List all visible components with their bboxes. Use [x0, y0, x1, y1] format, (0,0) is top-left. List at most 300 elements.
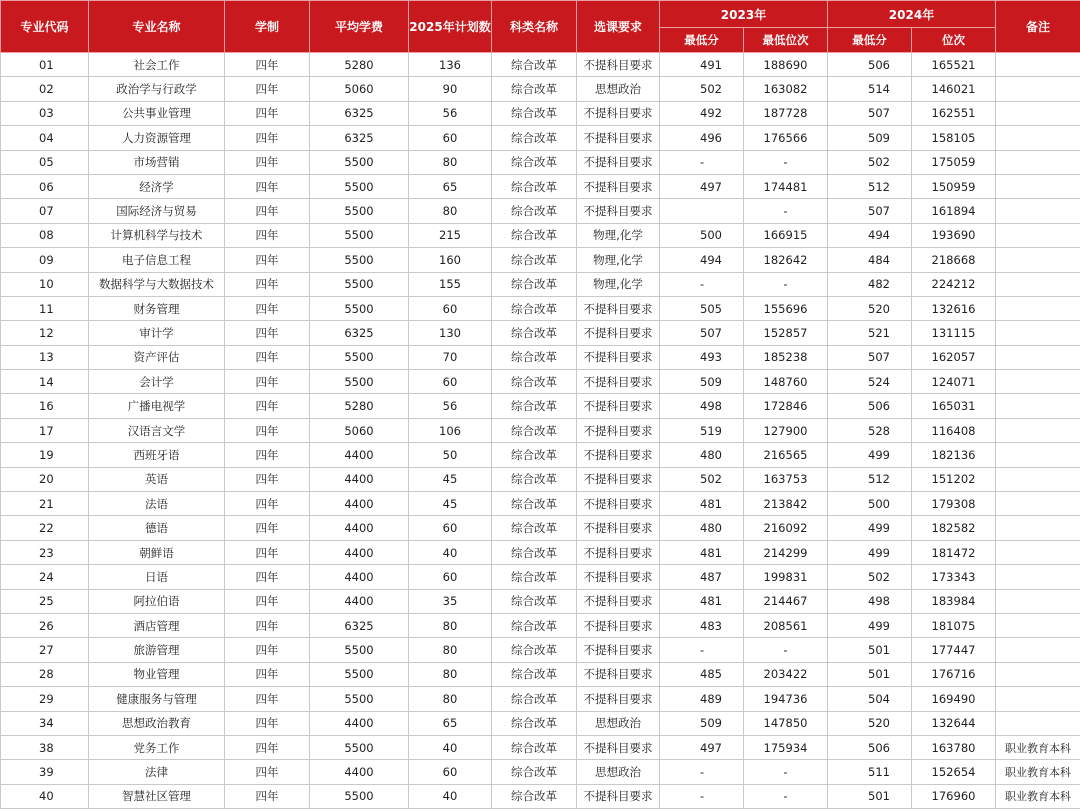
cell-years: 四年 — [225, 638, 310, 662]
cell-2023-min-score: 481 — [660, 492, 744, 516]
cell-2023-min-score: 507 — [660, 321, 744, 345]
cell-2024-min-score: 502 — [828, 565, 912, 589]
cell-category: 综合改革 — [492, 687, 577, 711]
cell-2024-rank: 161894 — [912, 199, 996, 223]
cell-2024-min-score: 501 — [828, 662, 912, 686]
cell-req: 不提科目要求 — [577, 321, 660, 345]
cell-name: 法语 — [89, 492, 225, 516]
cell-plan: 155 — [409, 272, 492, 296]
cell-2023-min-rank: 194736 — [744, 687, 828, 711]
cell-2023-min-score: - — [660, 638, 744, 662]
cell-years: 四年 — [225, 223, 310, 247]
cell-plan: 45 — [409, 492, 492, 516]
cell-category: 综合改革 — [492, 345, 577, 369]
cell-code: 26 — [1, 613, 89, 637]
cell-code: 19 — [1, 443, 89, 467]
cell-plan: 80 — [409, 662, 492, 686]
cell-category: 综合改革 — [492, 248, 577, 272]
cell-2024-min-score: 509 — [828, 126, 912, 150]
cell-category: 综合改革 — [492, 662, 577, 686]
cell-2024-min-score: 512 — [828, 174, 912, 198]
cell-code: 02 — [1, 77, 89, 101]
cell-2024-rank: 150959 — [912, 174, 996, 198]
table-row — [1, 370, 1080, 394]
cell-years: 四年 — [225, 150, 310, 174]
cell-2024-min-score: 511 — [828, 760, 912, 784]
table-row — [1, 467, 1080, 491]
cell-note — [996, 199, 1080, 223]
cell-2024-rank: 177447 — [912, 638, 996, 662]
cell-category: 综合改革 — [492, 418, 577, 442]
cell-fee: 4400 — [310, 467, 409, 491]
cell-code: 10 — [1, 272, 89, 296]
cell-name: 物业管理 — [89, 662, 225, 686]
cell-category: 综合改革 — [492, 77, 577, 101]
cell-category: 综合改革 — [492, 467, 577, 491]
cell-fee: 5500 — [310, 687, 409, 711]
cell-category: 综合改革 — [492, 516, 577, 540]
cell-code: 23 — [1, 540, 89, 564]
cell-code: 27 — [1, 638, 89, 662]
cell-years: 四年 — [225, 467, 310, 491]
cell-fee: 6325 — [310, 101, 409, 125]
cell-2024-min-score: 520 — [828, 711, 912, 735]
cell-fee: 4400 — [310, 760, 409, 784]
cell-req: 不提科目要求 — [577, 492, 660, 516]
cell-note — [996, 565, 1080, 589]
cell-2024-min-score: 507 — [828, 199, 912, 223]
cell-fee: 6325 — [310, 613, 409, 637]
cell-2023-min-rank: 187728 — [744, 101, 828, 125]
cell-years: 四年 — [225, 735, 310, 759]
cell-years: 四年 — [225, 321, 310, 345]
cell-name: 广播电视学 — [89, 394, 225, 418]
cell-2024-rank: 165031 — [912, 394, 996, 418]
cell-plan: 136 — [409, 53, 492, 77]
cell-2024-rank: 182582 — [912, 516, 996, 540]
cell-2023-min-rank: 214299 — [744, 540, 828, 564]
cell-2024-rank: 176960 — [912, 784, 996, 808]
cell-category: 综合改革 — [492, 638, 577, 662]
cell-2024-min-score: 482 — [828, 272, 912, 296]
cell-req: 不提科目要求 — [577, 516, 660, 540]
cell-fee: 5500 — [310, 272, 409, 296]
cell-note — [996, 418, 1080, 442]
cell-req: 不提科目要求 — [577, 126, 660, 150]
cell-name: 会计学 — [89, 370, 225, 394]
header-2023: 2023年 — [660, 1, 828, 28]
cell-fee: 4400 — [310, 516, 409, 540]
cell-2024-rank: 181472 — [912, 540, 996, 564]
cell-plan: 40 — [409, 540, 492, 564]
cell-2023-min-score: 483 — [660, 613, 744, 637]
cell-2023-min-rank: 203422 — [744, 662, 828, 686]
cell-req: 不提科目要求 — [577, 784, 660, 808]
cell-category: 综合改革 — [492, 443, 577, 467]
cell-2023-min-rank: - — [744, 638, 828, 662]
cell-category: 综合改革 — [492, 760, 577, 784]
cell-name: 日语 — [89, 565, 225, 589]
cell-fee: 5500 — [310, 662, 409, 686]
cell-fee: 5500 — [310, 345, 409, 369]
cell-fee: 5500 — [310, 296, 409, 320]
cell-fee: 5500 — [310, 784, 409, 808]
cell-code: 13 — [1, 345, 89, 369]
cell-2023-min-score: 487 — [660, 565, 744, 589]
cell-plan: 65 — [409, 711, 492, 735]
cell-code: 17 — [1, 418, 89, 442]
cell-2023-min-score: 505 — [660, 296, 744, 320]
cell-fee: 5500 — [310, 199, 409, 223]
cell-note — [996, 540, 1080, 564]
cell-note: 职业教育本科 — [996, 784, 1080, 808]
cell-name: 资产评估 — [89, 345, 225, 369]
cell-years: 四年 — [225, 540, 310, 564]
header-code: 专业代码 — [1, 1, 89, 53]
cell-2024-rank: 162057 — [912, 345, 996, 369]
table-row — [1, 443, 1080, 467]
cell-fee: 5500 — [310, 370, 409, 394]
cell-years: 四年 — [225, 613, 310, 637]
cell-2023-min-score: 494 — [660, 248, 744, 272]
table-row — [1, 321, 1080, 345]
cell-plan: 60 — [409, 565, 492, 589]
table-body — [1, 53, 1080, 809]
cell-2024-rank: 182136 — [912, 443, 996, 467]
cell-plan: 90 — [409, 77, 492, 101]
table-row — [1, 223, 1080, 247]
cell-2024-rank: 152654 — [912, 760, 996, 784]
cell-2024-rank: 193690 — [912, 223, 996, 247]
cell-req: 不提科目要求 — [577, 662, 660, 686]
cell-2024-rank: 179308 — [912, 492, 996, 516]
cell-req: 不提科目要求 — [577, 638, 660, 662]
cell-name: 计算机科学与技术 — [89, 223, 225, 247]
cell-category: 综合改革 — [492, 150, 577, 174]
cell-note: 职业教育本科 — [996, 760, 1080, 784]
cell-2024-rank: 181075 — [912, 613, 996, 637]
table-row — [1, 613, 1080, 637]
cell-years: 四年 — [225, 443, 310, 467]
cell-name: 人力资源管理 — [89, 126, 225, 150]
cell-years: 四年 — [225, 516, 310, 540]
cell-category: 综合改革 — [492, 540, 577, 564]
cell-category: 综合改革 — [492, 735, 577, 759]
cell-plan: 130 — [409, 321, 492, 345]
cell-note — [996, 321, 1080, 345]
cell-req: 不提科目要求 — [577, 467, 660, 491]
cell-code: 01 — [1, 53, 89, 77]
cell-2023-min-rank: - — [744, 199, 828, 223]
cell-2023-min-score: 480 — [660, 443, 744, 467]
cell-req: 不提科目要求 — [577, 589, 660, 613]
cell-name: 财务管理 — [89, 296, 225, 320]
cell-req: 不提科目要求 — [577, 101, 660, 125]
cell-2023-min-score: 502 — [660, 467, 744, 491]
cell-req: 物理,化学 — [577, 223, 660, 247]
cell-category: 综合改革 — [492, 589, 577, 613]
cell-fee: 4400 — [310, 711, 409, 735]
cell-2023-min-rank: - — [744, 272, 828, 296]
cell-2023-min-score: 481 — [660, 540, 744, 564]
cell-code: 08 — [1, 223, 89, 247]
table-row — [1, 516, 1080, 540]
cell-2023-min-rank: 127900 — [744, 418, 828, 442]
cell-2023-min-score: 509 — [660, 711, 744, 735]
table-row — [1, 53, 1080, 77]
cell-note — [996, 492, 1080, 516]
cell-note — [996, 443, 1080, 467]
cell-years: 四年 — [225, 199, 310, 223]
cell-2024-rank: 158105 — [912, 126, 996, 150]
cell-note — [996, 272, 1080, 296]
cell-name: 国际经济与贸易 — [89, 199, 225, 223]
cell-category: 综合改革 — [492, 394, 577, 418]
cell-req: 思想政治 — [577, 77, 660, 101]
cell-category: 综合改革 — [492, 174, 577, 198]
cell-2024-min-score: 499 — [828, 516, 912, 540]
cell-2024-min-score: 499 — [828, 443, 912, 467]
cell-2024-min-score: 506 — [828, 735, 912, 759]
cell-name: 旅游管理 — [89, 638, 225, 662]
cell-req: 物理,化学 — [577, 272, 660, 296]
cell-2023-min-score: 502 — [660, 77, 744, 101]
cell-2024-min-score: 506 — [828, 394, 912, 418]
cell-name: 阿拉伯语 — [89, 589, 225, 613]
cell-2024-min-score: 502 — [828, 150, 912, 174]
cell-plan: 70 — [409, 345, 492, 369]
cell-plan: 60 — [409, 296, 492, 320]
cell-req: 不提科目要求 — [577, 418, 660, 442]
cell-plan: 80 — [409, 638, 492, 662]
cell-2024-rank: 169490 — [912, 687, 996, 711]
cell-category: 综合改革 — [492, 223, 577, 247]
table-row — [1, 174, 1080, 198]
cell-name: 健康服务与管理 — [89, 687, 225, 711]
table-row — [1, 248, 1080, 272]
cell-years: 四年 — [225, 418, 310, 442]
cell-category: 综合改革 — [492, 784, 577, 808]
header-2024: 2024年 — [828, 1, 996, 28]
cell-plan: 60 — [409, 760, 492, 784]
cell-2023-min-score: 519 — [660, 418, 744, 442]
cell-code: 07 — [1, 199, 89, 223]
cell-name: 德语 — [89, 516, 225, 540]
cell-plan: 50 — [409, 443, 492, 467]
table-row — [1, 77, 1080, 101]
table-row — [1, 394, 1080, 418]
cell-code: 25 — [1, 589, 89, 613]
cell-fee: 5280 — [310, 394, 409, 418]
cell-note — [996, 53, 1080, 77]
cell-note — [996, 101, 1080, 125]
cell-name: 汉语言文学 — [89, 418, 225, 442]
cell-req: 不提科目要求 — [577, 174, 660, 198]
cell-code: 40 — [1, 784, 89, 808]
cell-name: 公共事业管理 — [89, 101, 225, 125]
cell-2024-rank: 162551 — [912, 101, 996, 125]
cell-2023-min-rank: 199831 — [744, 565, 828, 589]
cell-name: 思想政治教育 — [89, 711, 225, 735]
cell-note — [996, 77, 1080, 101]
cell-years: 四年 — [225, 711, 310, 735]
cell-2024-min-score: 506 — [828, 53, 912, 77]
cell-2023-min-rank: 155696 — [744, 296, 828, 320]
cell-name: 智慧社区管理 — [89, 784, 225, 808]
cell-plan: 80 — [409, 687, 492, 711]
cell-2023-min-rank: 174481 — [744, 174, 828, 198]
cell-2024-rank: 132616 — [912, 296, 996, 320]
cell-2023-min-score: 509 — [660, 370, 744, 394]
cell-2023-min-rank: 163753 — [744, 467, 828, 491]
cell-note — [996, 687, 1080, 711]
cell-2024-rank: 183984 — [912, 589, 996, 613]
cell-2023-min-score: 500 — [660, 223, 744, 247]
header-2023-min-score: 最低分 — [660, 28, 744, 53]
cell-years: 四年 — [225, 77, 310, 101]
cell-fee: 4400 — [310, 540, 409, 564]
cell-2023-min-score: 480 — [660, 516, 744, 540]
cell-category: 综合改革 — [492, 492, 577, 516]
cell-name: 朝鲜语 — [89, 540, 225, 564]
table-row — [1, 540, 1080, 564]
header-name: 专业名称 — [89, 1, 225, 53]
cell-name: 审计学 — [89, 321, 225, 345]
cell-name: 政治学与行政学 — [89, 77, 225, 101]
cell-2023-min-rank: 188690 — [744, 53, 828, 77]
cell-2024-min-score: 484 — [828, 248, 912, 272]
cell-name: 党务工作 — [89, 735, 225, 759]
cell-2023-min-rank: 216092 — [744, 516, 828, 540]
cell-req: 不提科目要求 — [577, 370, 660, 394]
cell-note — [996, 467, 1080, 491]
cell-2024-rank: 146021 — [912, 77, 996, 101]
cell-note — [996, 126, 1080, 150]
cell-category: 综合改革 — [492, 565, 577, 589]
cell-years: 四年 — [225, 126, 310, 150]
cell-req: 不提科目要求 — [577, 199, 660, 223]
cell-2023-min-score: 497 — [660, 735, 744, 759]
cell-fee: 6325 — [310, 321, 409, 345]
cell-2024-min-score: 507 — [828, 345, 912, 369]
cell-note — [996, 223, 1080, 247]
cell-plan: 60 — [409, 370, 492, 394]
cell-2023-min-score: 498 — [660, 394, 744, 418]
cell-years: 四年 — [225, 589, 310, 613]
cell-code: 34 — [1, 711, 89, 735]
cell-req: 不提科目要求 — [577, 53, 660, 77]
cell-2023-min-rank: 147850 — [744, 711, 828, 735]
cell-note — [996, 613, 1080, 637]
header-2024-min-score: 最低分 — [828, 28, 912, 53]
cell-2023-min-score: 493 — [660, 345, 744, 369]
cell-plan: 80 — [409, 199, 492, 223]
cell-2024-rank: 176716 — [912, 662, 996, 686]
table-row — [1, 150, 1080, 174]
cell-2024-min-score: 524 — [828, 370, 912, 394]
cell-fee: 5500 — [310, 638, 409, 662]
cell-note — [996, 345, 1080, 369]
cell-fee: 5500 — [310, 248, 409, 272]
cell-code: 24 — [1, 565, 89, 589]
cell-code: 03 — [1, 101, 89, 125]
cell-years: 四年 — [225, 492, 310, 516]
cell-plan: 80 — [409, 150, 492, 174]
cell-2024-rank: 224212 — [912, 272, 996, 296]
cell-code: 21 — [1, 492, 89, 516]
cell-2024-min-score: 501 — [828, 784, 912, 808]
cell-name: 酒店管理 — [89, 613, 225, 637]
cell-req: 不提科目要求 — [577, 394, 660, 418]
cell-2023-min-rank: 163082 — [744, 77, 828, 101]
cell-2023-min-rank: - — [744, 784, 828, 808]
cell-2024-min-score: 520 — [828, 296, 912, 320]
cell-req: 思想政治 — [577, 760, 660, 784]
cell-fee: 4400 — [310, 565, 409, 589]
cell-2023-min-score: - — [660, 784, 744, 808]
cell-fee: 5280 — [310, 53, 409, 77]
cell-2023-min-score: - — [660, 272, 744, 296]
cell-req: 不提科目要求 — [577, 540, 660, 564]
cell-code: 29 — [1, 687, 89, 711]
cell-note — [996, 589, 1080, 613]
cell-note — [996, 174, 1080, 198]
cell-plan: 106 — [409, 418, 492, 442]
cell-plan: 40 — [409, 784, 492, 808]
cell-name: 法律 — [89, 760, 225, 784]
cell-2023-min-score: 481 — [660, 589, 744, 613]
cell-fee: 5500 — [310, 174, 409, 198]
cell-2024-min-score: 499 — [828, 540, 912, 564]
cell-years: 四年 — [225, 345, 310, 369]
cell-years: 四年 — [225, 760, 310, 784]
cell-2024-rank: 124071 — [912, 370, 996, 394]
cell-2023-min-score: 496 — [660, 126, 744, 150]
cell-years: 四年 — [225, 370, 310, 394]
cell-code: 38 — [1, 735, 89, 759]
header-fee: 平均学费 — [310, 1, 409, 53]
cell-code: 05 — [1, 150, 89, 174]
cell-req: 不提科目要求 — [577, 687, 660, 711]
cell-code: 22 — [1, 516, 89, 540]
cell-years: 四年 — [225, 662, 310, 686]
table-row — [1, 662, 1080, 686]
cell-category: 综合改革 — [492, 613, 577, 637]
cell-2024-rank: 163780 — [912, 735, 996, 759]
cell-2023-min-rank: 208561 — [744, 613, 828, 637]
cell-2024-min-score: 528 — [828, 418, 912, 442]
cell-fee: 5060 — [310, 77, 409, 101]
cell-code: 20 — [1, 467, 89, 491]
cell-2023-min-score — [660, 199, 744, 223]
cell-plan: 65 — [409, 174, 492, 198]
cell-code: 28 — [1, 662, 89, 686]
cell-category: 综合改革 — [492, 370, 577, 394]
cell-years: 四年 — [225, 394, 310, 418]
table-row — [1, 565, 1080, 589]
cell-2024-rank: 151202 — [912, 467, 996, 491]
cell-2023-min-rank: 214467 — [744, 589, 828, 613]
cell-req: 不提科目要求 — [577, 345, 660, 369]
cell-2024-rank: 165521 — [912, 53, 996, 77]
table-row — [1, 492, 1080, 516]
table-row — [1, 589, 1080, 613]
cell-fee: 4400 — [310, 589, 409, 613]
cell-req: 不提科目要求 — [577, 565, 660, 589]
cell-req: 不提科目要求 — [577, 613, 660, 637]
cell-category: 综合改革 — [492, 321, 577, 345]
table-row — [1, 711, 1080, 735]
